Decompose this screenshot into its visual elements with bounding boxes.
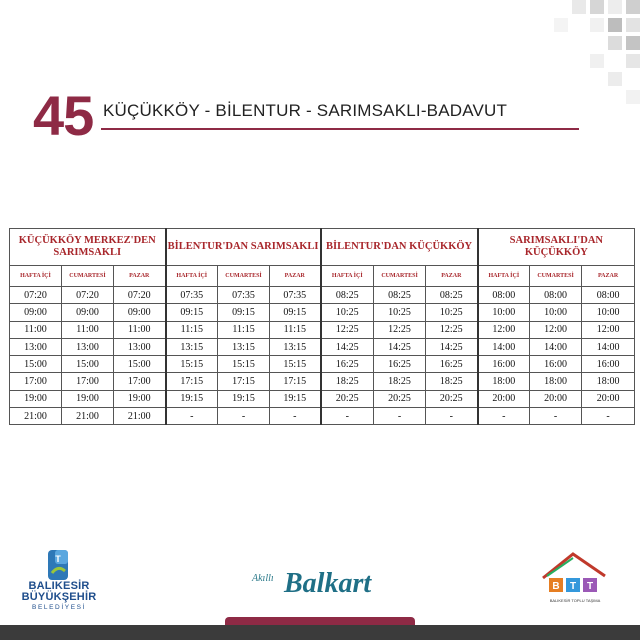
time-cell: 08:00 bbox=[530, 287, 582, 304]
day-header: CUMARTESİ bbox=[530, 266, 582, 287]
day-header: HAFTA İÇİ bbox=[166, 266, 218, 287]
time-cell: 08:25 bbox=[321, 287, 374, 304]
time-cell: 07:20 bbox=[10, 287, 62, 304]
time-cell: 11:00 bbox=[114, 321, 166, 338]
footer-accent-tab bbox=[225, 617, 415, 625]
time-cell: - bbox=[166, 408, 218, 425]
time-cell: 13:00 bbox=[114, 338, 166, 355]
time-cell: 10:00 bbox=[478, 304, 530, 321]
time-cell: 14:25 bbox=[374, 338, 426, 355]
day-header: PAZAR bbox=[582, 266, 635, 287]
time-cell: 20:00 bbox=[478, 390, 530, 407]
time-cell: 17:15 bbox=[166, 373, 218, 390]
time-cell: 21:00 bbox=[10, 408, 62, 425]
time-cell: 07:35 bbox=[166, 287, 218, 304]
group-header: KÜÇÜKKÖY MERKEZ'DEN SARIMSAKLI bbox=[10, 229, 166, 266]
time-cell: 17:00 bbox=[114, 373, 166, 390]
time-cell: 07:20 bbox=[114, 287, 166, 304]
time-cell: 10:00 bbox=[582, 304, 635, 321]
time-cell: 13:00 bbox=[62, 338, 114, 355]
time-cell: 10:00 bbox=[530, 304, 582, 321]
time-cell: 13:00 bbox=[10, 338, 62, 355]
group-header: BİLENTUR'DAN KÜÇÜKKÖY bbox=[321, 229, 478, 266]
day-header: HAFTA İÇİ bbox=[10, 266, 62, 287]
table-row bbox=[10, 321, 635, 338]
time-cell: 20:25 bbox=[426, 390, 478, 407]
time-cell: - bbox=[426, 408, 478, 425]
route-title: KÜÇÜKKÖY - BİLENTUR - SARIMSAKLI-BADAVUT bbox=[103, 101, 508, 120]
time-cell: 19:00 bbox=[114, 390, 166, 407]
time-cell: 09:15 bbox=[166, 304, 218, 321]
time-cell: 12:25 bbox=[374, 321, 426, 338]
time-cell: 10:25 bbox=[374, 304, 426, 321]
footer-bar bbox=[0, 625, 640, 640]
time-cell: 14:25 bbox=[426, 338, 478, 355]
time-cell: 18:25 bbox=[426, 373, 478, 390]
time-cell: 08:25 bbox=[426, 287, 478, 304]
time-cell: 12:00 bbox=[478, 321, 530, 338]
time-cell: - bbox=[478, 408, 530, 425]
time-cell: - bbox=[218, 408, 270, 425]
table-row bbox=[10, 304, 635, 321]
time-cell: 08:00 bbox=[582, 287, 635, 304]
time-cell: 13:15 bbox=[166, 338, 218, 355]
table-row bbox=[10, 408, 635, 425]
time-cell: 20:25 bbox=[374, 390, 426, 407]
time-cell: 20:25 bbox=[321, 390, 374, 407]
svg-text:T: T bbox=[55, 554, 61, 564]
bbb-line3: BELEDİYESİ bbox=[32, 604, 86, 611]
time-cell: 19:00 bbox=[62, 390, 114, 407]
time-cell: 09:15 bbox=[270, 304, 321, 321]
time-cell: 07:35 bbox=[218, 287, 270, 304]
day-header: PAZAR bbox=[270, 266, 321, 287]
time-cell: 10:25 bbox=[321, 304, 374, 321]
time-cell: - bbox=[321, 408, 374, 425]
day-header: HAFTA İÇİ bbox=[321, 266, 374, 287]
time-cell: 19:15 bbox=[270, 390, 321, 407]
time-cell: 11:00 bbox=[10, 321, 62, 338]
time-cell: 15:15 bbox=[218, 356, 270, 373]
group-header: SARIMSAKLI'DAN KÜÇÜKKÖY bbox=[478, 229, 635, 266]
time-cell: 18:00 bbox=[582, 373, 635, 390]
table-row bbox=[10, 390, 635, 407]
btt-letter: T bbox=[569, 581, 577, 592]
group-header: BİLENTUR'DAN SARIMSAKLI bbox=[166, 229, 321, 266]
btt-logo bbox=[535, 548, 615, 618]
table-row bbox=[10, 338, 635, 355]
time-cell: 08:25 bbox=[374, 287, 426, 304]
time-cell: 17:15 bbox=[218, 373, 270, 390]
balkart-prefix: Akıllı bbox=[252, 573, 274, 584]
time-cell: 19:00 bbox=[10, 390, 62, 407]
time-cell: 16:00 bbox=[530, 356, 582, 373]
time-cell: 15:15 bbox=[166, 356, 218, 373]
bbb-line1: BALIKESİR bbox=[28, 580, 90, 592]
time-cell: 13:15 bbox=[218, 338, 270, 355]
balkart-name: Balkart bbox=[284, 568, 372, 599]
time-cell: 11:00 bbox=[62, 321, 114, 338]
day-header: PAZAR bbox=[426, 266, 478, 287]
time-cell: - bbox=[530, 408, 582, 425]
time-cell: 12:00 bbox=[582, 321, 635, 338]
time-cell: - bbox=[270, 408, 321, 425]
time-cell: 15:00 bbox=[62, 356, 114, 373]
day-header-row bbox=[10, 266, 635, 287]
time-cell: 10:25 bbox=[426, 304, 478, 321]
time-cell: 18:00 bbox=[478, 373, 530, 390]
route-number: 45 bbox=[33, 84, 94, 147]
time-cell: - bbox=[374, 408, 426, 425]
time-cell: 21:00 bbox=[114, 408, 166, 425]
time-cell: 21:00 bbox=[62, 408, 114, 425]
day-header: HAFTA İÇİ bbox=[478, 266, 530, 287]
balkart-logo bbox=[250, 562, 390, 602]
timetable-body bbox=[10, 287, 635, 425]
time-cell: 12:25 bbox=[321, 321, 374, 338]
table-row bbox=[10, 287, 635, 304]
time-cell: 19:15 bbox=[218, 390, 270, 407]
btt-letter: T bbox=[586, 581, 594, 592]
time-cell: 14:00 bbox=[478, 338, 530, 355]
day-header: CUMARTESİ bbox=[62, 266, 114, 287]
day-header: PAZAR bbox=[114, 266, 166, 287]
btt-caption: BALIKESİR TOPLU TAŞIMA bbox=[549, 598, 601, 603]
balikesir-bb-logo bbox=[14, 549, 104, 629]
timetable bbox=[9, 228, 635, 425]
time-cell: 17:00 bbox=[10, 373, 62, 390]
bbb-mark-icon bbox=[46, 549, 72, 581]
time-cell: 11:15 bbox=[270, 321, 321, 338]
time-cell: 11:15 bbox=[166, 321, 218, 338]
time-cell: 16:25 bbox=[426, 356, 478, 373]
time-cell: 20:00 bbox=[582, 390, 635, 407]
time-cell: 09:00 bbox=[62, 304, 114, 321]
time-cell: 15:00 bbox=[10, 356, 62, 373]
time-cell: 16:00 bbox=[478, 356, 530, 373]
time-cell: 16:25 bbox=[321, 356, 374, 373]
time-cell: 19:15 bbox=[166, 390, 218, 407]
time-cell: 09:15 bbox=[218, 304, 270, 321]
time-cell: 12:00 bbox=[530, 321, 582, 338]
day-header: CUMARTESİ bbox=[218, 266, 270, 287]
time-cell: 12:25 bbox=[426, 321, 478, 338]
table-row bbox=[10, 373, 635, 390]
time-cell: 15:00 bbox=[114, 356, 166, 373]
time-cell: 07:35 bbox=[270, 287, 321, 304]
time-cell: - bbox=[582, 408, 635, 425]
time-cell: 09:00 bbox=[114, 304, 166, 321]
time-cell: 08:00 bbox=[478, 287, 530, 304]
time-cell: 18:25 bbox=[321, 373, 374, 390]
day-header: CUMARTESİ bbox=[374, 266, 426, 287]
time-cell: 14:00 bbox=[530, 338, 582, 355]
time-cell: 07:20 bbox=[62, 287, 114, 304]
time-cell: 14:00 bbox=[582, 338, 635, 355]
time-cell: 09:00 bbox=[10, 304, 62, 321]
time-cell: 17:00 bbox=[62, 373, 114, 390]
time-cell: 16:25 bbox=[374, 356, 426, 373]
time-cell: 11:15 bbox=[218, 321, 270, 338]
time-cell: 20:00 bbox=[530, 390, 582, 407]
group-header-row bbox=[10, 229, 635, 266]
time-cell: 17:15 bbox=[270, 373, 321, 390]
time-cell: 16:00 bbox=[582, 356, 635, 373]
bbb-line2: BÜYÜKŞEHİR bbox=[21, 591, 97, 603]
time-cell: 14:25 bbox=[321, 338, 374, 355]
time-cell: 15:15 bbox=[270, 356, 321, 373]
table-row bbox=[10, 356, 635, 373]
time-cell: 18:25 bbox=[374, 373, 426, 390]
btt-letter: B bbox=[552, 581, 560, 592]
title-underline bbox=[101, 128, 579, 130]
time-cell: 13:15 bbox=[270, 338, 321, 355]
time-cell: 18:00 bbox=[530, 373, 582, 390]
